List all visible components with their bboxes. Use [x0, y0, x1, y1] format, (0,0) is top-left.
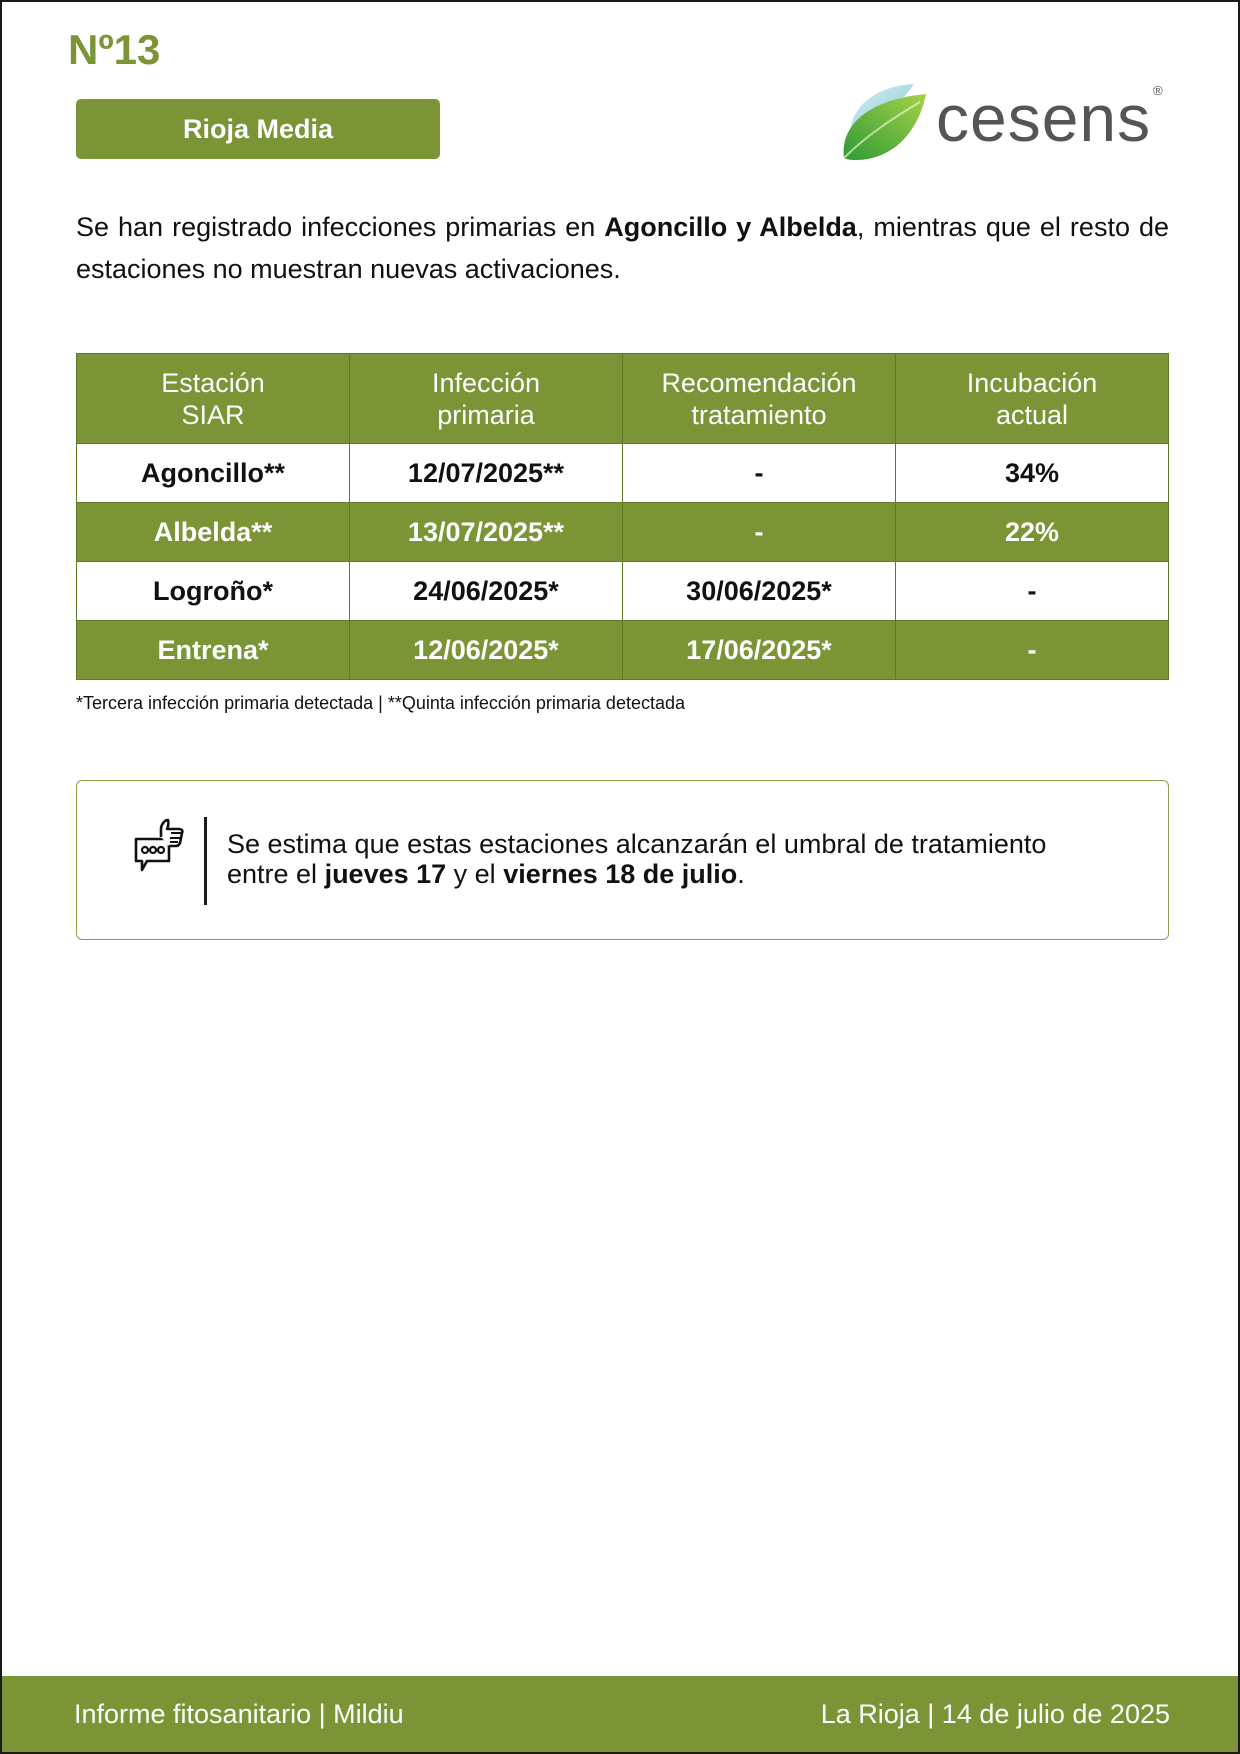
chat-thumbs-up-icon: [133, 817, 185, 875]
logo-wordmark: cesens: [936, 81, 1152, 155]
station-cell: Agoncillo**: [77, 444, 350, 503]
incubation-cell: 22%: [896, 503, 1169, 562]
callout-date-2: viernes 18 de julio: [503, 859, 738, 889]
brand-logo: [836, 76, 1172, 164]
callout-date-1: jueves 17: [324, 859, 447, 889]
callout-text-a: entre el: [227, 859, 325, 889]
infection-date-cell: 24/06/2025*: [350, 562, 623, 621]
table-row: [77, 444, 1169, 503]
header-infeccion: Infección primaria: [350, 354, 623, 444]
registered-mark: ®: [1153, 82, 1163, 98]
region-badge: Rioja Media: [76, 99, 440, 159]
callout-divider: [204, 817, 207, 905]
intro-text-bold: Agoncillo y Albelda: [604, 212, 857, 242]
header-estacion: Estación SIAR: [77, 354, 350, 444]
callout-line-1: Se estima que estas estaciones alcanzarán el umbral de tratamiento: [227, 829, 1047, 859]
station-cell: Albelda**: [77, 503, 350, 562]
infection-date-cell: 13/07/2025**: [350, 503, 623, 562]
intro-paragraph: [76, 206, 1169, 290]
table-row: [77, 621, 1169, 680]
intro-text-2: , mientras que el resto de estaciones no muestran nuevas activaciones.: [76, 212, 1169, 284]
treatment-date-cell: -: [623, 444, 896, 503]
callout-text: [227, 829, 1147, 889]
leaf-logo-icon: [836, 76, 932, 164]
issue-number: Nº13: [68, 26, 161, 73]
callout-text-c: y el: [446, 859, 504, 889]
table-header-row: [77, 354, 1169, 444]
table-row: [77, 562, 1169, 621]
station-cell: Entrena*: [77, 621, 350, 680]
incubation-cell: 34%: [896, 444, 1169, 503]
treatment-date-cell: 30/06/2025*: [623, 562, 896, 621]
table-footnote: *Tercera infección primaria detectada | **Quinta infección primaria detectada: [76, 693, 685, 713]
station-cell: Logroño*: [77, 562, 350, 621]
header-incubacion: Incubación actual: [896, 354, 1169, 444]
infection-date-cell: 12/06/2025*: [350, 621, 623, 680]
incubation-cell: -: [896, 562, 1169, 621]
infection-date-cell: 12/07/2025**: [350, 444, 623, 503]
header-recomendacion: Recomendación tratamiento: [623, 354, 896, 444]
incubation-cell: -: [896, 621, 1169, 680]
treatment-date-cell: -: [623, 503, 896, 562]
forecast-callout: [76, 780, 1169, 940]
callout-text-e: .: [737, 859, 745, 889]
intro-text-1: Se han registrado infecciones primarias en: [76, 212, 605, 242]
footer-report-title: Informe fitosanitario | Mildiu: [74, 1698, 404, 1729]
stations-table: [76, 353, 1169, 680]
page-footer: [2, 1676, 1240, 1752]
treatment-date-cell: 17/06/2025*: [623, 621, 896, 680]
table-row: [77, 503, 1169, 562]
footer-location-date: La Rioja | 14 de julio de 2025: [820, 1698, 1170, 1729]
